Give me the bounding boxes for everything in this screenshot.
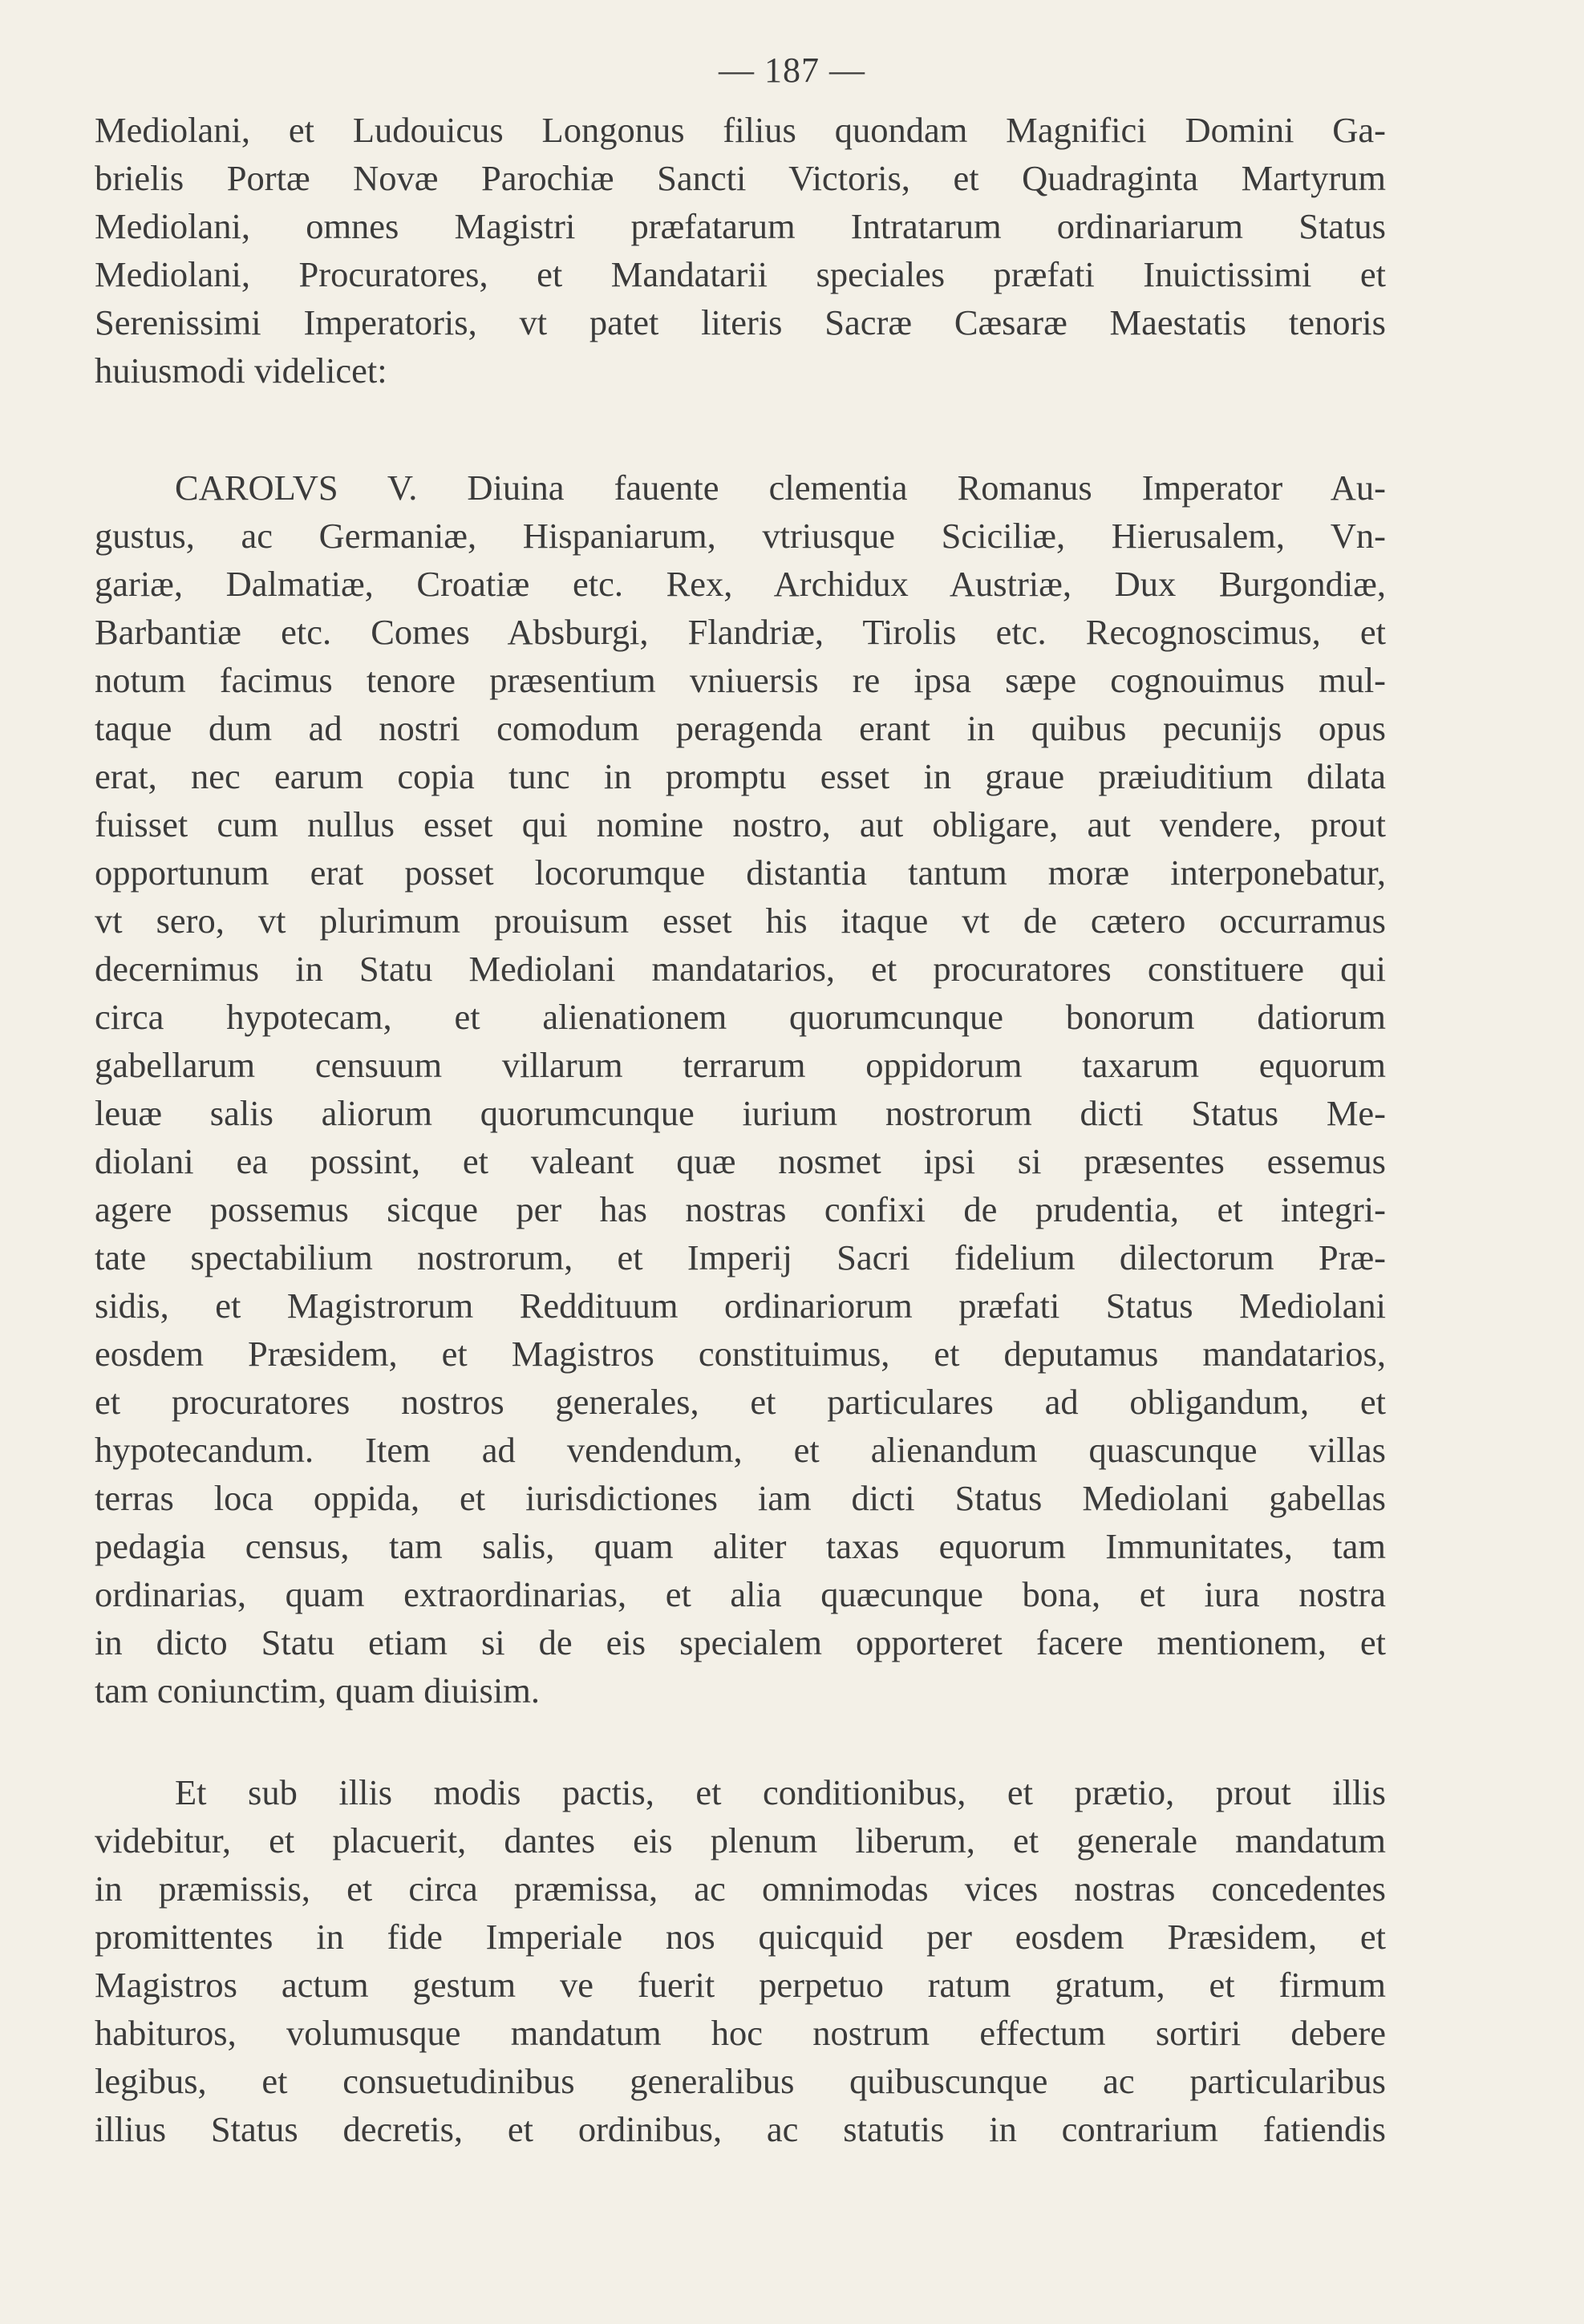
text-line: Mediolani, omnes Magistri præfatarum Intratarum ordinariarum Status — [95, 206, 1386, 246]
text-line: Mediolani, et Ludouicus Longonus filius quondam Magnifici Domini Ga- — [95, 110, 1386, 150]
text-line: brielis Portæ Novæ Parochiæ Sancti Victoris, et Quadraginta Martyrum — [95, 158, 1386, 198]
text-line: videbitur, et placuerit, dantes eis plenum liberum, et generale mandatum — [95, 1820, 1386, 1860]
text-line: gariæ, Dalmatiæ, Croatiæ etc. Rex, Archidux Austriæ, Dux Burgondiæ, — [95, 564, 1386, 604]
text-line: terras loca oppida, et iurisdictiones iam dicti Status Mediolani gabellas — [95, 1478, 1386, 1518]
text-line: pedagia census, tam salis, quam aliter taxas equorum Immunitates, tam — [95, 1526, 1386, 1566]
text-line: decernimus in Statu Mediolani mandatarios, et procuratores constituere qui — [95, 949, 1386, 989]
page-number: — 187 — — [719, 51, 865, 90]
text-line: Mediolani, Procuratores, et Mandatarii speciales præfati Inuictissimi et — [95, 254, 1386, 294]
text-line: CAROLVS V. Diuina fauente clementia Romanus Imperator Au- — [175, 468, 1386, 508]
text-line: circa hypotecam, et alienationem quorumcunque bonorum datiorum — [95, 997, 1386, 1037]
text-line: Serenissimi Imperatoris, vt patet literis Sacræ Cæsaræ Maestatis tenoris — [95, 302, 1386, 342]
text-line: hypotecandum. Item ad vendendum, et alienandum quascunque villas — [95, 1430, 1386, 1470]
text-line: Barbantiæ etc. Comes Absburgi, Flandriæ, Tirolis etc. Recognoscimus, et — [95, 612, 1386, 652]
paragraph-3 — [95, 1768, 1386, 2153]
paragraph-1 — [95, 106, 1386, 395]
text-line: tam coniunctim, quam diuisim. — [95, 1670, 540, 1711]
text-line: taque dum ad nostri comodum peragenda erant in quibus pecunijs opus — [95, 708, 1386, 748]
text-line: gustus, ac Germaniæ, Hispaniarum, vtriusque Sciciliæ, Hierusalem, Vn- — [95, 516, 1386, 556]
text-line: tate spectabilium nostrorum, et Imperij Sacri fidelium dilectorum Præ- — [95, 1237, 1386, 1277]
text-line: in dicto Statu etiam si de eis specialem opporteret facere mentionem, et — [95, 1622, 1386, 1662]
text-line: leuæ salis aliorum quorumcunque iurium nostrorum dicti Status Me- — [95, 1093, 1386, 1133]
text-line: promittentes in fide Imperiale nos quicquid per eosdem Præsidem, et — [95, 1917, 1386, 1957]
text-line: habituros, volumusque mandatum hoc nostrum effectum sortiri debere — [95, 2013, 1386, 2053]
text-line: huiusmodi videlicet: — [95, 350, 387, 391]
text-line: opportunum erat posset locorumque distantia tantum moræ interponebatur, — [95, 852, 1386, 893]
text-line: agere possemus sicque per has nostras confixi de prudentia, et integri- — [95, 1189, 1386, 1229]
text-line: Et sub illis modis pactis, et conditionibus, et prætio, prout illis — [175, 1772, 1386, 1812]
text-line: gabellarum censuum villarum terrarum oppidorum taxarum equorum — [95, 1045, 1386, 1085]
text-line: illius Status decretis, et ordinibus, ac statutis in contrarium fatiendis — [95, 2109, 1386, 2149]
text-line: sidis, et Magistrorum Reddituum ordinariorum præfati Status Mediolani — [95, 1285, 1386, 1326]
text-line: Magistros actum gestum ve fuerit perpetuo ratum gratum, et firmum — [95, 1965, 1386, 2005]
text-line: vt sero, vt plurimum prouisum esset his itaque vt de cætero occurramus — [95, 901, 1386, 941]
text-line: ordinarias, quam extraordinarias, et alia quæcunque bona, et iura nostra — [95, 1574, 1386, 1614]
text-line: notum facimus tenore præsentium vniuersis re ipsa sæpe cognouimus mul- — [95, 660, 1386, 700]
text-line: et procuratores nostros generales, et particulares ad obligandum, et — [95, 1382, 1386, 1422]
paragraph-2 — [95, 464, 1386, 1715]
text-line: in præmissis, et circa præmissa, ac omnimodas vices nostras concedentes — [95, 1869, 1386, 1909]
text-line: erat, nec earum copia tunc in promptu esset in graue præiuditium dilata — [95, 756, 1386, 796]
text-line: legibus, et consuetudinibus generalibus quibuscunque ac particularibus — [95, 2061, 1386, 2101]
text-line: eosdem Præsidem, et Magistros constituimus, et deputamus mandatarios, — [95, 1334, 1386, 1374]
text-line: fuisset cum nullus esset qui nomine nostro, aut obligare, aut vendere, prout — [95, 804, 1386, 844]
text-line: diolani ea possint, et valeant quæ nosmet ipsi si præsentes essemus — [95, 1141, 1386, 1181]
